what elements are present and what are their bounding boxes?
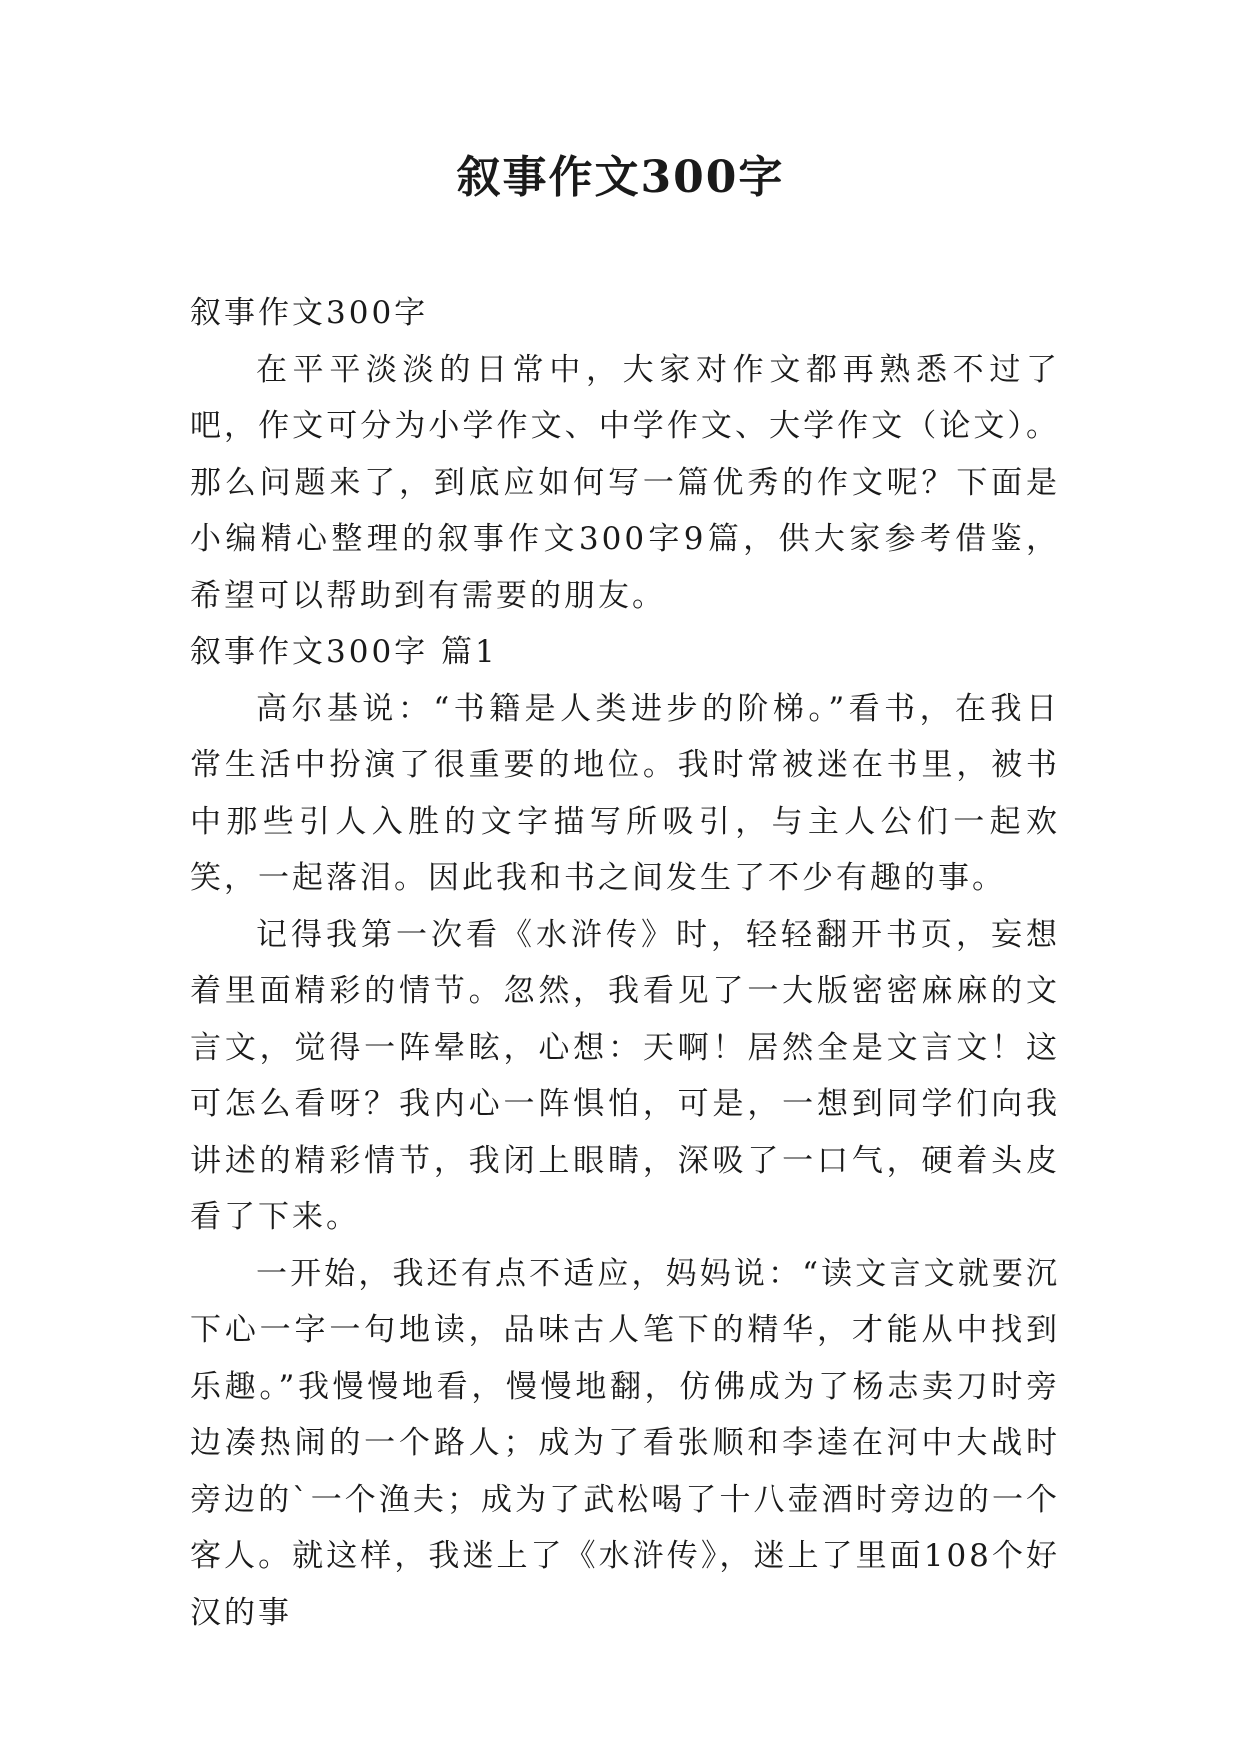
- body-paragraph: 记得我第一次看《水浒传》时，轻轻翻开书页，妄想着里面精彩的情节。忽然，我看见了一大版密密麻麻的文言文，觉得一阵晕眩，心想：天啊！居然全是文言文！这可怎么看呀？我内心一阵惧怕，可是，一想到同学们向我讲述的精彩情节，我闭上眼睛，深吸了一口气，硬着头皮看了下来。: [190, 916, 1060, 1235]
- section-title: 叙事作文300字 篇1: [190, 634, 498, 670]
- document-body: [190, 285, 1060, 1641]
- document-title: 叙事作文300字: [456, 152, 785, 203]
- body-paragraph: 一开始，我还有点不适应，妈妈说：“读文言文就要沉下心一字一句地读，品味古人笔下的精华，才能从中找到乐趣。”我慢慢地看，慢慢地翻，仿佛成为了杨志卖刀时旁边凑热闹的一个路人；成为了看张顺和李逵在河中大战时旁边的`一个渔夫；成为了武松喝了十八壶酒时旁边的一个客人。就这样，我迷上了《水浒传》，迷上了里面108个好汉的事: [190, 1255, 1060, 1631]
- intro-paragraph: 在平平淡淡的日常中，大家对作文都再熟悉不过了吧，作文可分为小学作文、中学作文、大学作文（论文）。那么问题来了，到底应如何写一篇优秀的作文呢？下面是小编精心整理的叙事作文300字9篇，供大家参考借鉴，希望可以帮助到有需要的朋友。: [190, 351, 1060, 614]
- body-paragraph: 高尔基说：“书籍是人类进步的阶梯。”看书，在我日常生活中扮演了很重要的地位。我时常被迷在书里，被书中那些引人入胜的文字描写所吸引，与主人公们一起欢笑，一起落泪。因此我和书之间发生了不少有趣的事。: [190, 690, 1060, 896]
- document-heading: 叙事作文300字: [190, 295, 429, 331]
